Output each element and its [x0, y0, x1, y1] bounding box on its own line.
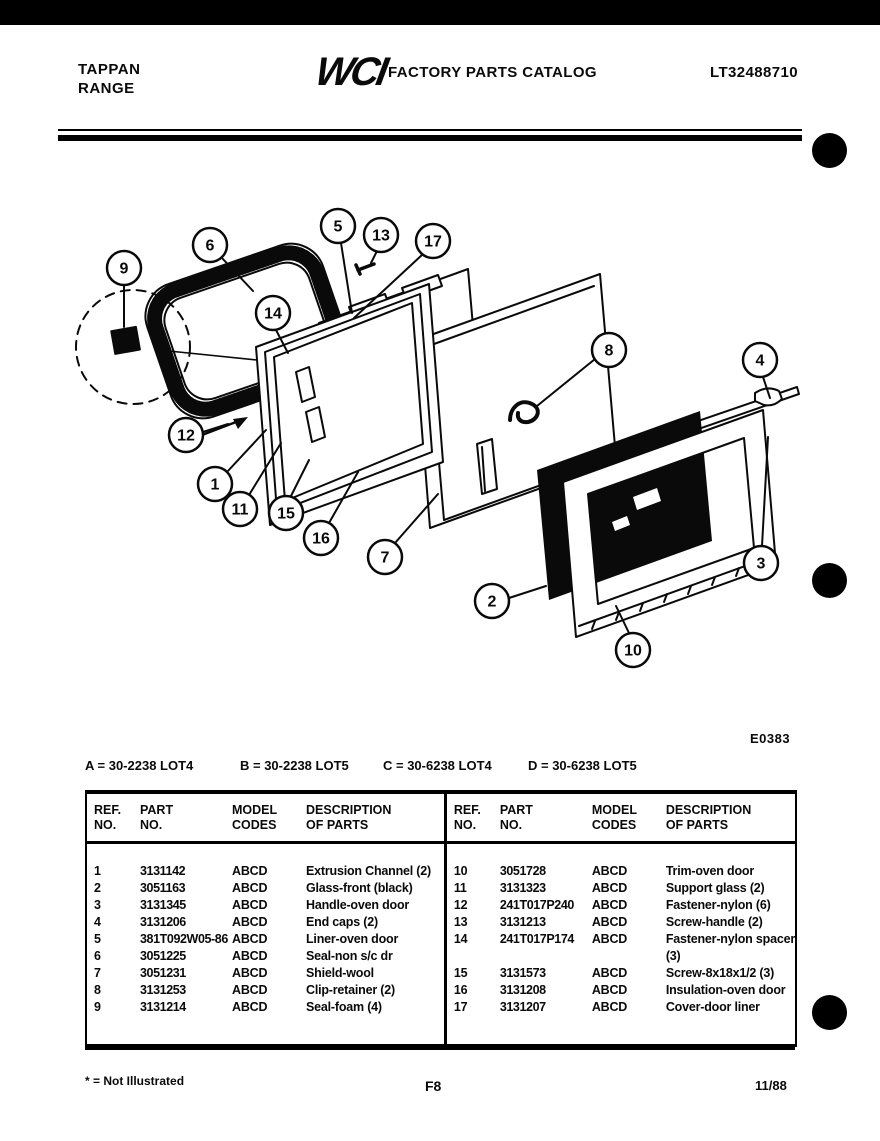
table-header: [447, 794, 795, 844]
cell-desc: Extrusion Channel (2): [306, 864, 431, 878]
callout-number: 6: [205, 237, 215, 255]
cell-desc: Support glass (2): [665, 881, 765, 895]
brand-line-2: RANGE: [78, 80, 135, 97]
callout-leader-line: [227, 430, 266, 472]
figure-code: E0383: [750, 731, 791, 746]
parts-table: [85, 790, 797, 1047]
column-header: MODEL CODES: [232, 803, 278, 832]
callout-number: 8: [604, 342, 614, 360]
parts-table-left-half: [87, 794, 447, 1044]
callout-number: 16: [312, 530, 330, 548]
callout-number: 10: [624, 642, 642, 660]
cell-ref: 9: [94, 1000, 101, 1014]
scan-edge-band: [0, 0, 880, 25]
parts-table-row: [447, 863, 795, 880]
callout-number: 17: [424, 233, 442, 251]
column-header: REF. NO.: [94, 803, 122, 832]
cell-model: ABCD: [232, 966, 268, 980]
cell-desc: Seal-non s/c dr: [306, 949, 393, 963]
model-legend-item: D = 30-6238 LOT5: [528, 758, 637, 773]
parts-table-row: [87, 897, 444, 914]
cell-ref: 11: [453, 881, 467, 895]
cell-desc: Screw-8x18x1/2 (3): [665, 966, 775, 980]
catalog-title: FACTORY PARTS CATALOG: [388, 64, 597, 81]
cell-desc: Fastener-nylon (6): [665, 898, 771, 912]
table-header: [87, 794, 444, 844]
date-code: 11/88: [755, 1078, 787, 1093]
cell-part: 3131214: [140, 1000, 186, 1014]
callout-1: [198, 430, 266, 501]
cell-model: ABCD: [591, 932, 628, 946]
cell-desc: Glass-front (black): [306, 881, 413, 895]
cell-model: ABCD: [591, 881, 628, 895]
cell-part: 3131253: [140, 983, 186, 997]
column-header: PART NO.: [499, 803, 533, 832]
not-illustrated-note: * = Not Illustrated: [85, 1074, 185, 1088]
cell-desc: (3): [665, 949, 681, 963]
callout-number: 12: [177, 427, 195, 445]
cell-part: 3131206: [140, 915, 186, 929]
parts-table-row: [447, 931, 795, 948]
cell-desc: End caps (2): [306, 915, 378, 929]
parts-table-row: [87, 948, 444, 965]
callout-number: 4: [755, 352, 765, 370]
cell-part: 3131345: [140, 898, 186, 912]
cell-model: ABCD: [232, 932, 268, 946]
cell-part: 241T017P240: [499, 898, 574, 912]
cell-part: 3131573: [499, 966, 546, 980]
cell-model: ABCD: [232, 915, 268, 929]
callout-leader-line: [341, 243, 352, 313]
cell-model: [592, 948, 666, 965]
header-rule-thick: [58, 135, 802, 141]
cell-ref: 12: [453, 898, 468, 912]
cell-desc: Insulation-oven door: [665, 983, 786, 997]
model-legend-item: B = 30-2238 LOT5: [240, 758, 349, 773]
cell-model: ABCD: [591, 1000, 628, 1014]
cell-desc: Clip-retainer (2): [306, 983, 395, 997]
callout-2: [475, 584, 546, 618]
callout-12: [169, 418, 228, 452]
cell-part: 3051225: [140, 949, 186, 963]
cell-desc: Trim-oven door: [665, 864, 754, 878]
column-header: PART NO.: [140, 803, 174, 832]
cell-model: ABCD: [591, 898, 628, 912]
cell-desc: Handle-oven door: [306, 898, 410, 912]
parts-table-row: [447, 999, 795, 1016]
callout-leader-line: [509, 586, 546, 598]
callout-number: 2: [487, 593, 497, 611]
cell-ref: 17: [453, 1000, 468, 1014]
cell-ref: 1: [94, 864, 101, 878]
cell-model: ABCD: [591, 966, 628, 980]
hole-punch-mark: [812, 995, 847, 1030]
column-header: MODEL CODES: [591, 803, 637, 832]
model-legend-item: C = 30-6238 LOT4: [383, 758, 492, 773]
callout-number: 9: [119, 260, 129, 278]
parts-table-right-half: [447, 794, 795, 1044]
page-number: F8: [425, 1078, 442, 1094]
parts-table-row: [447, 897, 795, 914]
cell-part: 3131213: [499, 915, 546, 929]
cell-part: [500, 948, 592, 965]
cell-part: 3131207: [499, 1000, 546, 1014]
cell-part: 3051163: [140, 881, 186, 895]
cell-ref: 16: [453, 983, 468, 997]
model-legend-item: A = 30-2238 LOT4: [85, 758, 194, 773]
cell-part: 3131142: [140, 864, 186, 878]
callout-number: 13: [372, 227, 390, 245]
column-header: DESCRIPTION OF PARTS: [306, 803, 392, 832]
parts-table-row: [87, 880, 444, 897]
callout-7: [368, 494, 438, 574]
callout-9: [107, 251, 141, 327]
cell-model: ABCD: [232, 983, 268, 997]
parts-table-row: [87, 982, 444, 999]
callout-number: 15: [277, 505, 295, 523]
cell-ref: 15: [453, 966, 468, 980]
callout-number: 5: [333, 218, 343, 236]
table-rows: [87, 863, 444, 1016]
parts-table-row: [447, 880, 795, 897]
cell-model: ABCD: [232, 949, 268, 963]
column-header: DESCRIPTION OF PARTS: [665, 803, 752, 832]
footer-rule: [85, 1046, 795, 1050]
cell-part: 3131208: [499, 983, 546, 997]
parts-table-row: [447, 982, 795, 999]
callout-13: [364, 218, 398, 263]
cell-part: 3051728: [499, 864, 546, 878]
document-number: LT32488710: [710, 64, 798, 81]
cell-ref: 5: [94, 932, 101, 946]
cell-ref: 3: [94, 898, 101, 912]
parts-table-row: [447, 948, 795, 965]
cell-desc: Screw-handle (2): [665, 915, 763, 929]
screw-handle: [356, 264, 374, 274]
cell-ref: 4: [94, 915, 101, 929]
table-rows: [447, 863, 795, 1016]
cell-ref: 7: [94, 966, 101, 980]
cell-model: ABCD: [591, 983, 628, 997]
exploded-view-diagram: [0, 150, 880, 760]
parts-table-row: [87, 863, 444, 880]
parts-table-row: [447, 965, 795, 982]
brand-line-1: TAPPAN: [78, 61, 141, 78]
parts-table-row: [447, 914, 795, 931]
parts-table-row: [87, 931, 444, 948]
callout-number: 11: [231, 501, 249, 519]
cell-model: ABCD: [591, 864, 628, 878]
parts-table-row: [87, 999, 444, 1016]
cell-model: ABCD: [232, 864, 268, 878]
parts-table-row: [87, 965, 444, 982]
cell-ref: 13: [453, 915, 468, 929]
cell-part: 241T017P174: [499, 932, 574, 946]
cell-ref: 10: [453, 864, 468, 878]
callout-number: 1: [210, 476, 220, 494]
callout-number: 7: [380, 549, 390, 567]
cell-part: 381T092W05-86: [140, 932, 228, 946]
brand-block: [78, 60, 140, 98]
callout-number: 14: [264, 305, 282, 323]
callout-number: 3: [756, 555, 766, 573]
cell-desc: Shield-wool: [306, 966, 374, 980]
cell-model: ABCD: [591, 915, 628, 929]
wci-logo: WCI: [312, 50, 389, 94]
cell-desc: Seal-foam (4): [306, 1000, 382, 1014]
cell-ref: [454, 948, 500, 965]
cell-ref: 2: [94, 881, 101, 895]
cell-desc: Fastener-nylon spacer: [665, 932, 795, 946]
cell-model: ABCD: [232, 1000, 268, 1014]
cell-ref: 14: [453, 932, 468, 946]
column-header: REF. NO.: [453, 803, 481, 832]
callout-leader-line: [371, 251, 377, 263]
cell-part: 3051231: [140, 966, 186, 980]
header-rule-thin: [58, 129, 802, 131]
cell-ref: 8: [94, 983, 101, 997]
cell-desc: Cover-door liner: [665, 1000, 760, 1014]
cell-part: 3131323: [499, 881, 546, 895]
cell-model: ABCD: [232, 898, 268, 912]
parts-table-row: [87, 914, 444, 931]
cell-model: ABCD: [232, 881, 268, 895]
cell-ref: 6: [94, 949, 101, 963]
cell-desc: Liner-oven door: [306, 932, 399, 946]
